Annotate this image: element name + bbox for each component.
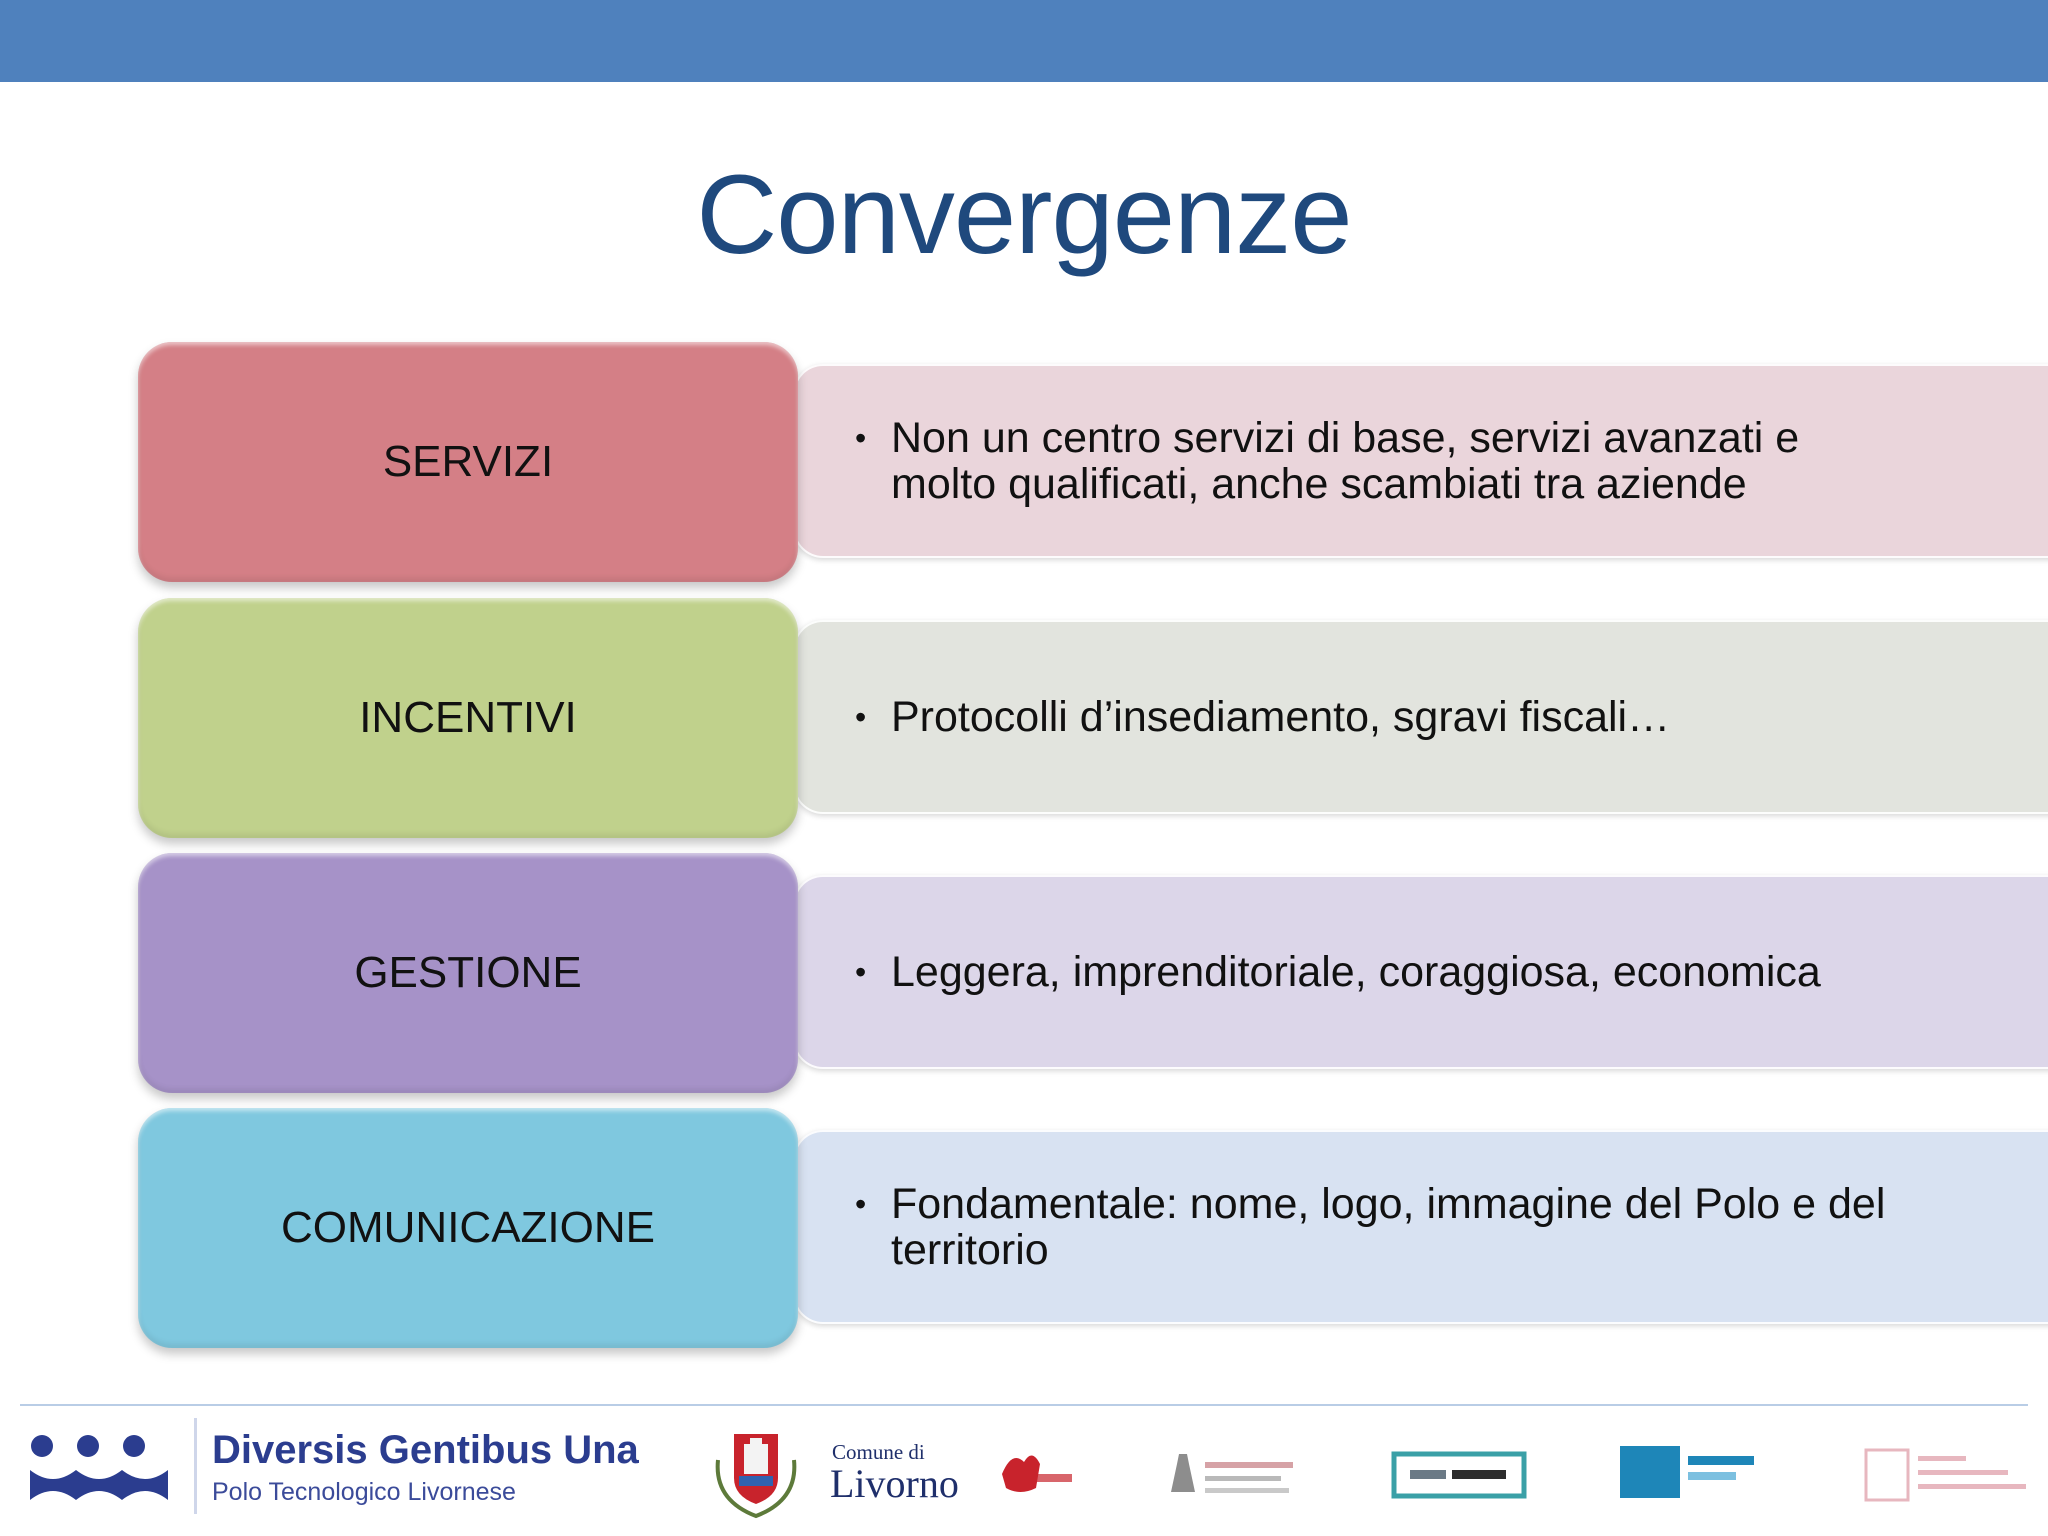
description-text: Non un centro servizi di base, servizi avanzati e molto qualificati, anche scambiati tra aziende xyxy=(891,414,1800,508)
partner-logo-faded xyxy=(1860,1446,2036,1506)
description-text: Protocolli d’insediamento, sgravi fiscali… xyxy=(891,693,1671,741)
waves-dots-icon xyxy=(28,1418,178,1508)
slide-title: Convergenze xyxy=(696,152,1352,277)
description-text: Fondamentale: nome, logo, immagine del Polo e del territorio xyxy=(891,1180,1886,1274)
category-label-gestione xyxy=(138,853,798,1093)
top-header-bar xyxy=(0,0,2048,82)
category-label-text: GESTIONE xyxy=(354,948,582,997)
footer-divider xyxy=(20,1404,2028,1406)
category-description-gestione xyxy=(793,875,2048,1069)
category-label-text: COMUNICAZIONE xyxy=(281,1203,655,1252)
category-label-text: SERVIZI xyxy=(382,437,554,486)
livorno-label: Livorno xyxy=(830,1461,959,1506)
bullet-icon: • xyxy=(855,954,867,990)
comune-livorno-logo xyxy=(710,1420,1080,1520)
category-description-comunicazione xyxy=(793,1130,2048,1324)
convergence-row-servizi xyxy=(138,342,1983,582)
description-text: Leggera, imprenditoriale, coraggiosa, economica xyxy=(891,948,1821,996)
bullet-icon: • xyxy=(855,420,867,456)
logo-divider xyxy=(194,1418,197,1514)
innolabs-logo xyxy=(1390,1446,1530,1506)
category-label-incentivi xyxy=(138,598,798,838)
category-label-comunicazione xyxy=(138,1108,798,1348)
logo-name: Diversis Gentibus Una xyxy=(212,1428,639,1472)
comune-label: Comune di xyxy=(832,1440,925,1464)
category-label-text: INCENTIVI xyxy=(359,693,577,742)
diversis-gentibus-una-logo xyxy=(28,1418,639,1518)
promo-pa-logo xyxy=(1165,1446,1305,1506)
bullet-icon: • xyxy=(855,699,867,735)
category-description-incentivi xyxy=(793,620,2048,814)
convergence-row-gestione xyxy=(138,853,1983,1093)
logo-subtitle: Polo Tecnologico Livornese xyxy=(212,1478,516,1506)
red-emblem-icon xyxy=(996,1444,1076,1500)
toscana-spazio-logo xyxy=(1618,1442,1768,1506)
category-label-servizi xyxy=(138,342,798,582)
category-description-servizi xyxy=(793,364,2048,558)
convergence-row-comunicazione xyxy=(138,1108,1983,1348)
bullet-icon: • xyxy=(855,1186,867,1222)
convergence-row-incentivi xyxy=(138,598,1983,838)
crest-icon xyxy=(710,1420,802,1520)
